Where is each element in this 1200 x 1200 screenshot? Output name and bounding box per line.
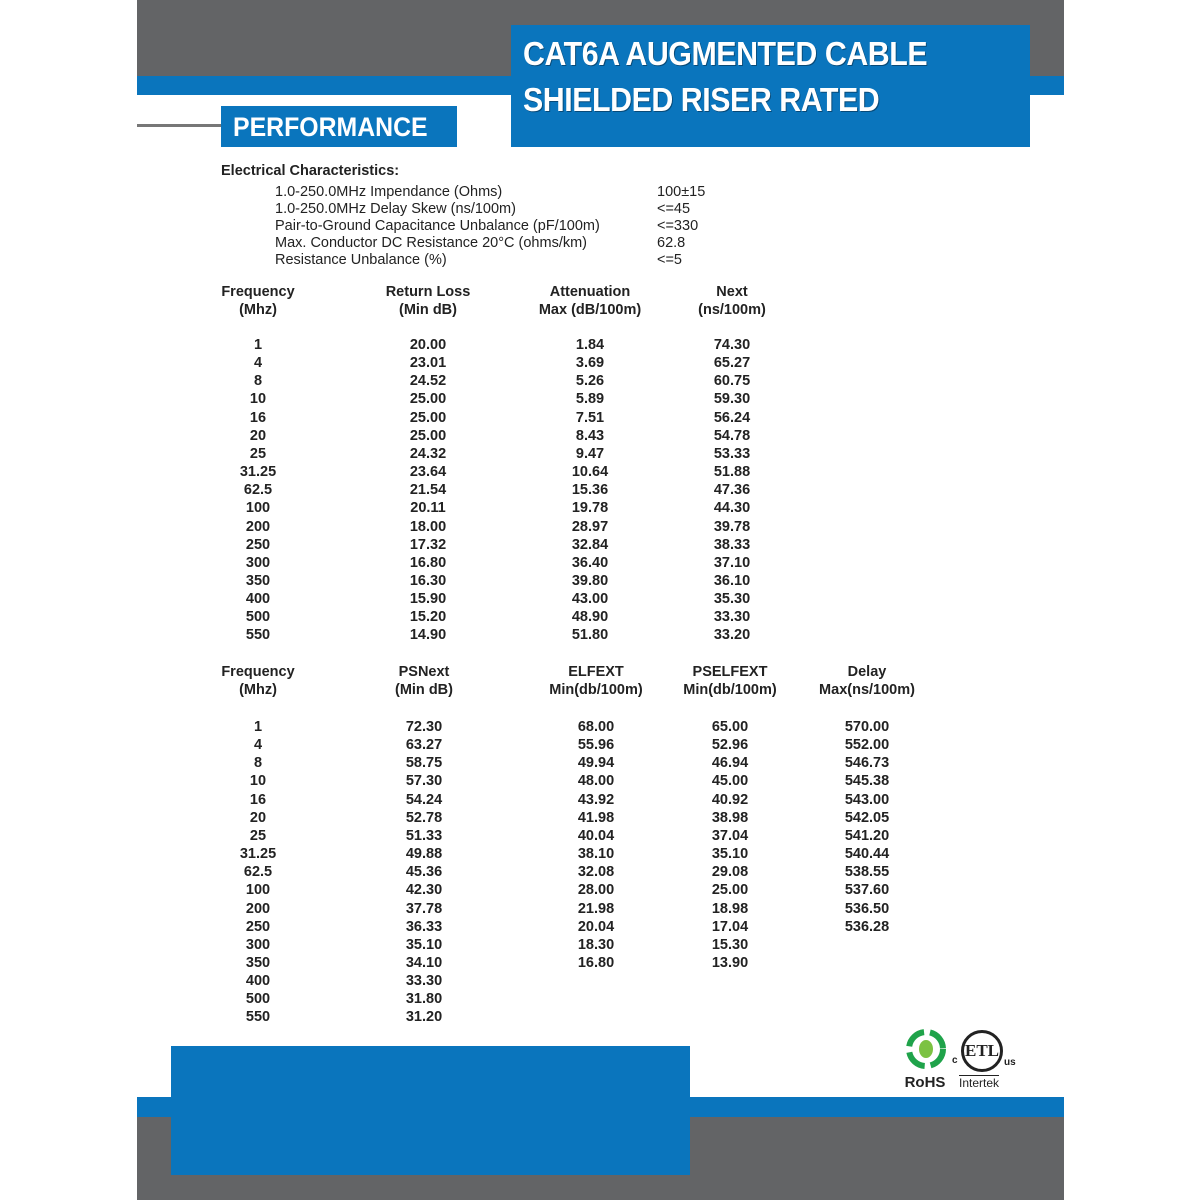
table-cell: 16.80 — [409, 554, 447, 571]
column-header: Min(db/100m) — [549, 682, 643, 698]
table-cell: 37.10 — [713, 554, 751, 571]
etl-us: us — [1004, 1057, 1016, 1068]
table-cell: 51.33 — [405, 827, 443, 844]
table-cell: 570.00 — [844, 719, 890, 735]
table-cell: 25 — [249, 445, 267, 462]
table-cell: 31.25 — [239, 464, 277, 481]
table-cell: 59.30 — [713, 391, 751, 408]
table-cell: 100 — [245, 882, 271, 899]
section-heading: PERFORMANCE — [233, 112, 428, 142]
table-cell: 52.96 — [711, 737, 749, 754]
column-header: (Mhz) — [239, 302, 277, 318]
table-cell: 56.24 — [713, 409, 751, 426]
table-cell: 200 — [245, 518, 271, 535]
column-header: Attenuation — [549, 284, 631, 300]
spec-value: 62.8 — [657, 235, 686, 251]
table-cell: 65.00 — [711, 719, 749, 735]
table-cell: 545.38 — [844, 773, 890, 790]
table-cell: 31.80 — [405, 991, 443, 1008]
table-cell: 36.33 — [405, 918, 443, 935]
table-cell: 48.90 — [571, 609, 609, 626]
table-cell: 13.90 — [711, 954, 749, 971]
table-cell: 20 — [249, 427, 267, 444]
table-cell: 34.10 — [405, 954, 443, 971]
table-cell: 536.50 — [844, 900, 890, 917]
table-cell: 24.32 — [409, 445, 447, 462]
table-cell: 15.30 — [711, 936, 749, 953]
table-cell: 542.05 — [844, 809, 890, 826]
table-cell: 25.00 — [409, 391, 447, 408]
table-cell: 33.30 — [405, 973, 443, 990]
table-cell: 546.73 — [844, 755, 890, 772]
rohs-label: RoHS — [904, 1074, 946, 1091]
column-header: Max (dB/100m) — [538, 302, 642, 318]
table-cell: 32.08 — [577, 864, 615, 881]
table-cell: 15.36 — [571, 482, 609, 499]
table-cell: 18.98 — [711, 900, 749, 917]
table-cell: 35.30 — [713, 591, 751, 608]
table-cell: 40.04 — [577, 827, 615, 844]
recycle-leaf-icon — [901, 1027, 951, 1071]
table-cell: 72.30 — [405, 719, 443, 735]
table-cell: 58.75 — [405, 755, 443, 772]
table-cell: 38.10 — [577, 846, 615, 863]
table-cell: 36.10 — [713, 572, 751, 589]
etl-mark — [961, 1030, 1003, 1072]
table-cell: 65.27 — [713, 355, 751, 372]
table-cell: 42.30 — [405, 882, 443, 899]
table-cell: 20.11 — [410, 500, 446, 517]
table-cell: 51.88 — [713, 464, 751, 481]
table-cell: 54.24 — [405, 791, 443, 808]
spec-value: <=45 — [657, 201, 691, 217]
table-cell: 4 — [253, 737, 263, 754]
table-cell: 14.90 — [409, 627, 447, 644]
column-header: Frequency — [221, 664, 295, 680]
spec-label: 1.0-250.0MHz Delay Skew (ns/100m) — [275, 201, 516, 217]
table-cell: 20.04 — [577, 918, 615, 935]
spec-label: Max. Conductor DC Resistance 20°C (ohms/km) — [275, 235, 588, 251]
table-cell: 38.33 — [713, 536, 751, 553]
table-cell: 200 — [245, 900, 271, 917]
spec-value: <=5 — [657, 252, 682, 268]
table-cell: 63.27 — [405, 737, 443, 754]
column-header: PSELFEXT — [692, 664, 768, 680]
table-cell: 400 — [245, 591, 271, 608]
table-cell: 10.64 — [571, 464, 609, 481]
column-header: Min(db/100m) — [683, 682, 777, 698]
column-header: Return Loss — [385, 284, 471, 300]
table-cell: 550 — [245, 627, 271, 644]
column-header: PSNext — [398, 664, 450, 680]
table-cell: 28.97 — [571, 518, 609, 535]
spec-value: <=330 — [657, 218, 699, 234]
table-cell: 40.92 — [711, 791, 749, 808]
table-cell: 16.80 — [577, 954, 615, 971]
table-cell: 538.55 — [844, 864, 890, 881]
table-cell: 3.69 — [575, 355, 605, 372]
table-cell: 28.00 — [577, 882, 615, 899]
bottom-blue-box — [171, 1046, 690, 1175]
table-cell: 18.30 — [577, 936, 615, 953]
column-header: ELFEXT — [568, 664, 624, 680]
title-line-2: SHIELDED RISER RATED — [523, 81, 880, 118]
column-header: (Mhz) — [239, 682, 277, 698]
intertek-label: Intertek — [959, 1076, 1000, 1090]
table-cell: 32.84 — [571, 536, 609, 553]
table-cell: 7.51 — [575, 409, 605, 426]
table-cell: 52.78 — [405, 809, 443, 826]
table-cell: 8.43 — [575, 427, 605, 444]
table-cell: 23.64 — [409, 464, 447, 481]
table-cell: 10 — [249, 391, 267, 408]
table-cell: 1 — [253, 719, 263, 735]
table-cell: 62.5 — [243, 482, 273, 499]
table-cell: 536.28 — [844, 918, 890, 935]
spec-label: 1.0-250.0MHz Impendance (Ohms) — [275, 184, 503, 200]
table-cell: 33.20 — [713, 627, 751, 644]
table-cell: 100 — [245, 500, 271, 517]
table-cell: 43.00 — [571, 591, 609, 608]
table-cell: 350 — [245, 572, 271, 589]
table-cell: 35.10 — [711, 846, 749, 863]
column-header: Next — [716, 284, 748, 300]
table-cell: 8 — [253, 373, 263, 390]
table-cell: 25.00 — [409, 409, 447, 426]
etl-logo — [952, 1027, 1032, 1091]
spec-label: Pair-to-Ground Capacitance Unbalance (pF/100m) — [275, 218, 600, 234]
table-cell: 20.00 — [409, 337, 447, 353]
title-box — [511, 25, 1030, 147]
table-cell: 25.00 — [409, 427, 447, 444]
table-cell: 57.30 — [405, 773, 443, 790]
table-cell: 4 — [253, 355, 263, 372]
table-cell: 18.00 — [409, 518, 447, 535]
table-cell: 54.78 — [713, 427, 751, 444]
table-cell: 400 — [245, 973, 271, 990]
table-cell: 37.04 — [711, 827, 749, 844]
etl-text: ETL — [964, 1041, 1000, 1060]
table-cell: 53.33 — [713, 445, 751, 462]
table-cell: 31.25 — [239, 846, 277, 863]
table-cell: 35.10 — [405, 936, 443, 953]
table-cell: 19.78 — [571, 500, 609, 517]
table-cell: 250 — [245, 918, 271, 935]
table-cell: 51.80 — [571, 627, 609, 644]
table-cell: 15.20 — [409, 609, 447, 626]
table-cell: 5.26 — [575, 373, 605, 390]
table-cell: 49.88 — [405, 846, 443, 863]
title-line-1: CAT6A AUGMENTED CABLE — [523, 35, 928, 72]
table-cell: 62.5 — [243, 864, 273, 881]
table-cell: 68.00 — [577, 719, 615, 735]
section-heading-box — [221, 106, 457, 147]
table-cell: 540.44 — [844, 846, 890, 863]
table-cell: 1.84 — [575, 337, 605, 353]
table-cell: 550 — [245, 1009, 271, 1026]
table-cell: 1 — [253, 337, 263, 353]
table-cell: 43.92 — [577, 791, 615, 808]
table-cell: 9.47 — [575, 445, 605, 462]
column-header: Delay — [847, 664, 887, 680]
spec-value: 100±15 — [657, 184, 706, 200]
table-cell: 21.54 — [409, 482, 447, 499]
table-cell: 47.36 — [713, 482, 751, 499]
table-cell: 44.30 — [713, 500, 751, 517]
etl-c: c — [952, 1055, 958, 1066]
table-cell: 537.60 — [844, 882, 890, 899]
table-cell: 16 — [249, 791, 267, 808]
table-cell: 20 — [249, 809, 267, 826]
table-cell: 300 — [245, 936, 271, 953]
table-cell: 543.00 — [844, 791, 890, 808]
table-cell: 38.98 — [711, 809, 749, 826]
table-cell: 21.98 — [577, 900, 615, 917]
table-cell: 25 — [249, 827, 267, 844]
rohs-logo — [895, 1027, 955, 1091]
table-cell: 10 — [249, 773, 267, 790]
table-cell: 31.20 — [405, 1009, 443, 1026]
electrical-heading: Electrical Characteristics: — [221, 163, 400, 179]
table-cell: 300 — [245, 554, 271, 571]
table-cell: 25.00 — [711, 882, 749, 899]
table-cell: 23.01 — [409, 355, 447, 372]
table-cell: 552.00 — [844, 737, 890, 754]
table-cell: 250 — [245, 536, 271, 553]
table-cell: 37.78 — [405, 900, 443, 917]
table-cell: 49.94 — [577, 755, 615, 772]
column-header: (ns/100m) — [698, 302, 766, 318]
column-header: (Min dB) — [395, 682, 453, 698]
table-cell: 48.00 — [577, 773, 615, 790]
spec-label: Resistance Unbalance (%) — [275, 252, 447, 268]
table-cell: 16.30 — [409, 572, 447, 589]
table-cell: 33.30 — [713, 609, 751, 626]
table-cell: 60.75 — [713, 373, 751, 390]
table-cell: 17.32 — [409, 536, 447, 553]
column-header: (Min dB) — [399, 302, 457, 318]
table-cell: 350 — [245, 954, 271, 971]
table-cell: 16 — [249, 409, 267, 426]
table-cell: 45.00 — [711, 773, 749, 790]
table-cell: 45.36 — [405, 864, 443, 881]
table-cell: 500 — [245, 991, 271, 1008]
table-cell: 29.08 — [711, 864, 749, 881]
table-cell: 5.89 — [575, 391, 605, 408]
table-cell: 24.52 — [409, 373, 447, 390]
table-cell: 500 — [245, 609, 271, 626]
table-cell: 39.78 — [713, 518, 751, 535]
table-cell: 17.04 — [711, 918, 749, 935]
column-header: Max(ns/100m) — [819, 682, 915, 698]
table-cell: 8 — [253, 755, 263, 772]
table-cell: 55.96 — [577, 737, 615, 754]
table-cell: 541.20 — [844, 827, 890, 844]
table-cell: 36.40 — [571, 554, 609, 571]
column-header: Frequency — [221, 284, 295, 300]
section-rule — [137, 124, 221, 127]
table-cell: 74.30 — [713, 337, 751, 353]
table-cell: 39.80 — [571, 572, 609, 589]
table-cell: 15.90 — [409, 591, 447, 608]
table-cell: 46.94 — [711, 755, 749, 772]
table-cell: 41.98 — [577, 809, 615, 826]
